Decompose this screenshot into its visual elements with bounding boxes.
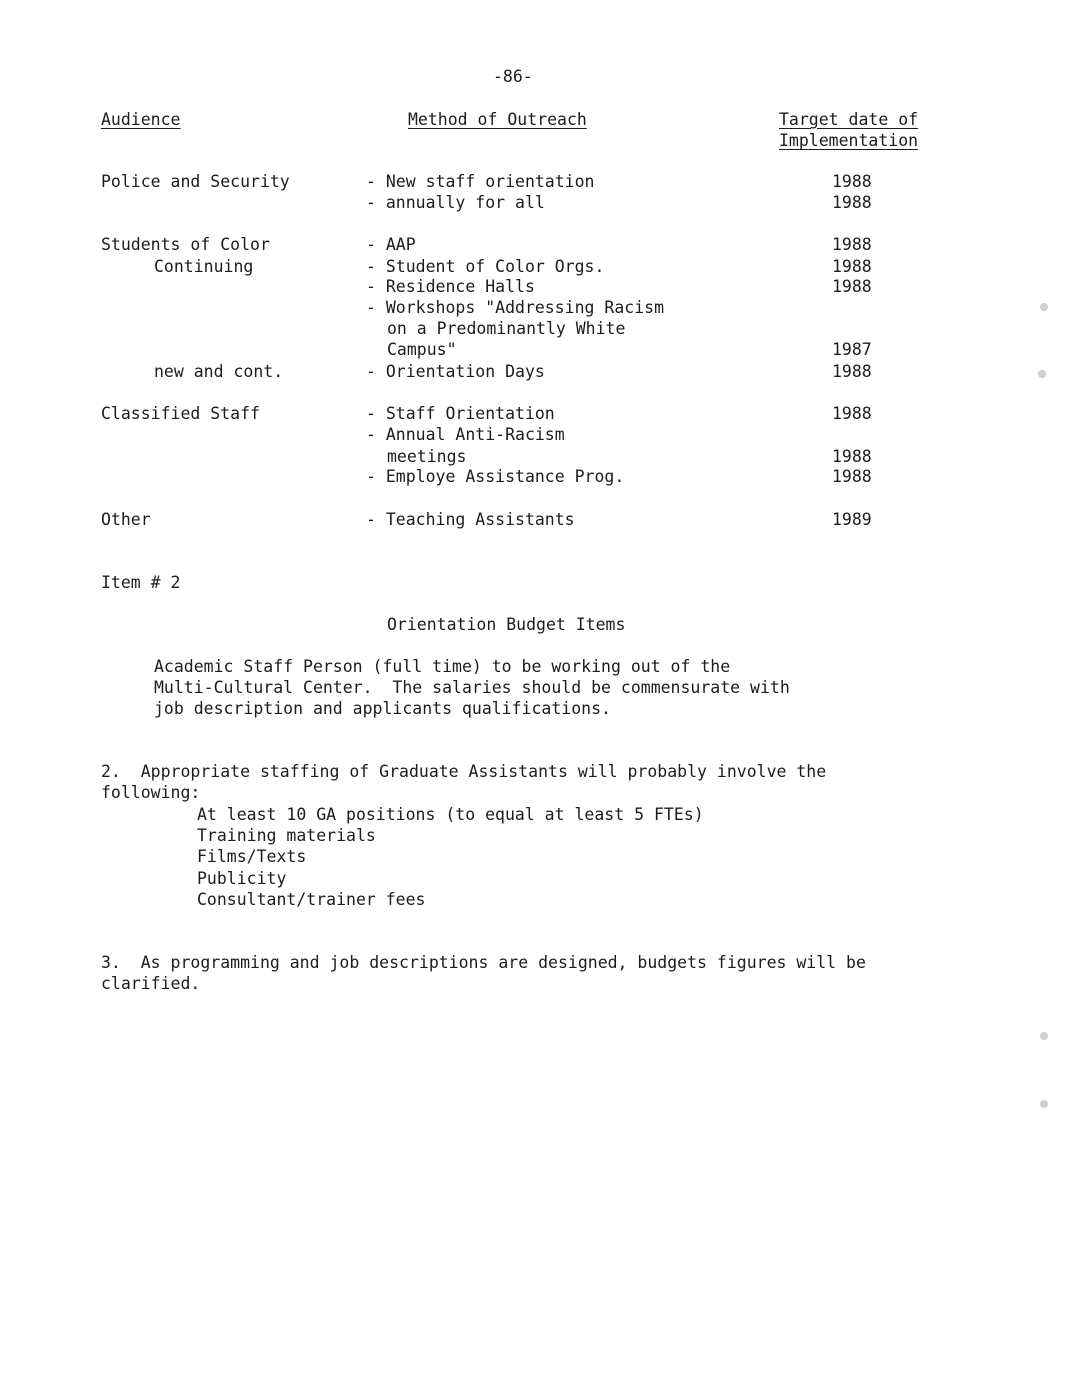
paragraph-line: Academic Staff Person (full time) to be working out of the <box>154 657 731 676</box>
method-item: - Student of Color Orgs. <box>366 257 605 276</box>
page-number: -86- <box>493 67 533 86</box>
target-date: 1987 <box>832 340 872 359</box>
list-item: Training materials <box>197 826 376 845</box>
audience-other: Other <box>101 510 151 529</box>
method-item: - Workshops "Addressing Racism <box>366 298 665 317</box>
section-title: Orientation Budget Items <box>387 615 626 634</box>
paragraph-line: job description and applicants qualifications. <box>154 699 611 718</box>
target-date: 1988 <box>832 404 872 423</box>
list-item: Consultant/trainer fees <box>197 890 426 909</box>
method-item-continued: on a Predominantly White <box>387 319 626 338</box>
target-date: 1988 <box>832 277 872 296</box>
item-label: Item # 2 <box>101 573 181 592</box>
list-item: Publicity <box>197 869 287 888</box>
method-item-continued: meetings <box>387 447 467 466</box>
method-item: - Annual Anti-Racism <box>366 425 565 444</box>
method-item: - New staff orientation <box>366 172 595 191</box>
header-target-line2: Implementation <box>779 131 919 150</box>
header-method: Method of Outreach <box>408 110 587 129</box>
method-item: - annually for all <box>366 193 545 212</box>
method-item: - Employe Assistance Prog. <box>366 467 625 486</box>
audience-subgroup: Continuing <box>154 257 254 276</box>
method-item: - Staff Orientation <box>366 404 555 423</box>
header-target-line1: Target date of <box>779 110 919 129</box>
target-date: 1988 <box>832 235 872 254</box>
audience-students: Students of Color <box>101 235 270 254</box>
paragraph-line: 2. Appropriate staffing of Graduate Assistants will probably involve the <box>101 762 827 781</box>
paragraph-line: Multi-Cultural Center. The salaries should be commensurate with <box>154 678 790 697</box>
method-item: - Teaching Assistants <box>366 510 575 529</box>
scan-mark <box>1040 303 1048 311</box>
list-item: At least 10 GA positions (to equal at least 5 FTEs) <box>197 805 704 824</box>
method-item: - AAP <box>366 235 416 254</box>
target-date: 1988 <box>832 172 872 191</box>
method-item-continued: Campus" <box>387 340 457 359</box>
audience-subgroup: new and cont. <box>154 362 284 381</box>
target-date: 1988 <box>832 467 872 486</box>
scan-mark <box>1040 1032 1048 1040</box>
list-item: Films/Texts <box>197 847 307 866</box>
method-item: - Orientation Days <box>366 362 545 381</box>
paragraph-line: 3. As programming and job descriptions are designed, budgets figures will be <box>101 953 866 972</box>
target-date: 1988 <box>832 193 872 212</box>
target-date: 1988 <box>832 447 872 466</box>
header-audience: Audience <box>101 110 181 129</box>
scan-mark <box>1038 370 1046 378</box>
paragraph-line: following: <box>101 783 201 802</box>
target-date: 1988 <box>832 257 872 276</box>
audience-police: Police and Security <box>101 172 290 191</box>
target-date: 1988 <box>832 362 872 381</box>
method-item: - Residence Halls <box>366 277 535 296</box>
target-date: 1989 <box>832 510 872 529</box>
scan-mark <box>1040 1100 1048 1108</box>
paragraph-line: clarified. <box>101 974 201 993</box>
audience-classified: Classified Staff <box>101 404 260 423</box>
